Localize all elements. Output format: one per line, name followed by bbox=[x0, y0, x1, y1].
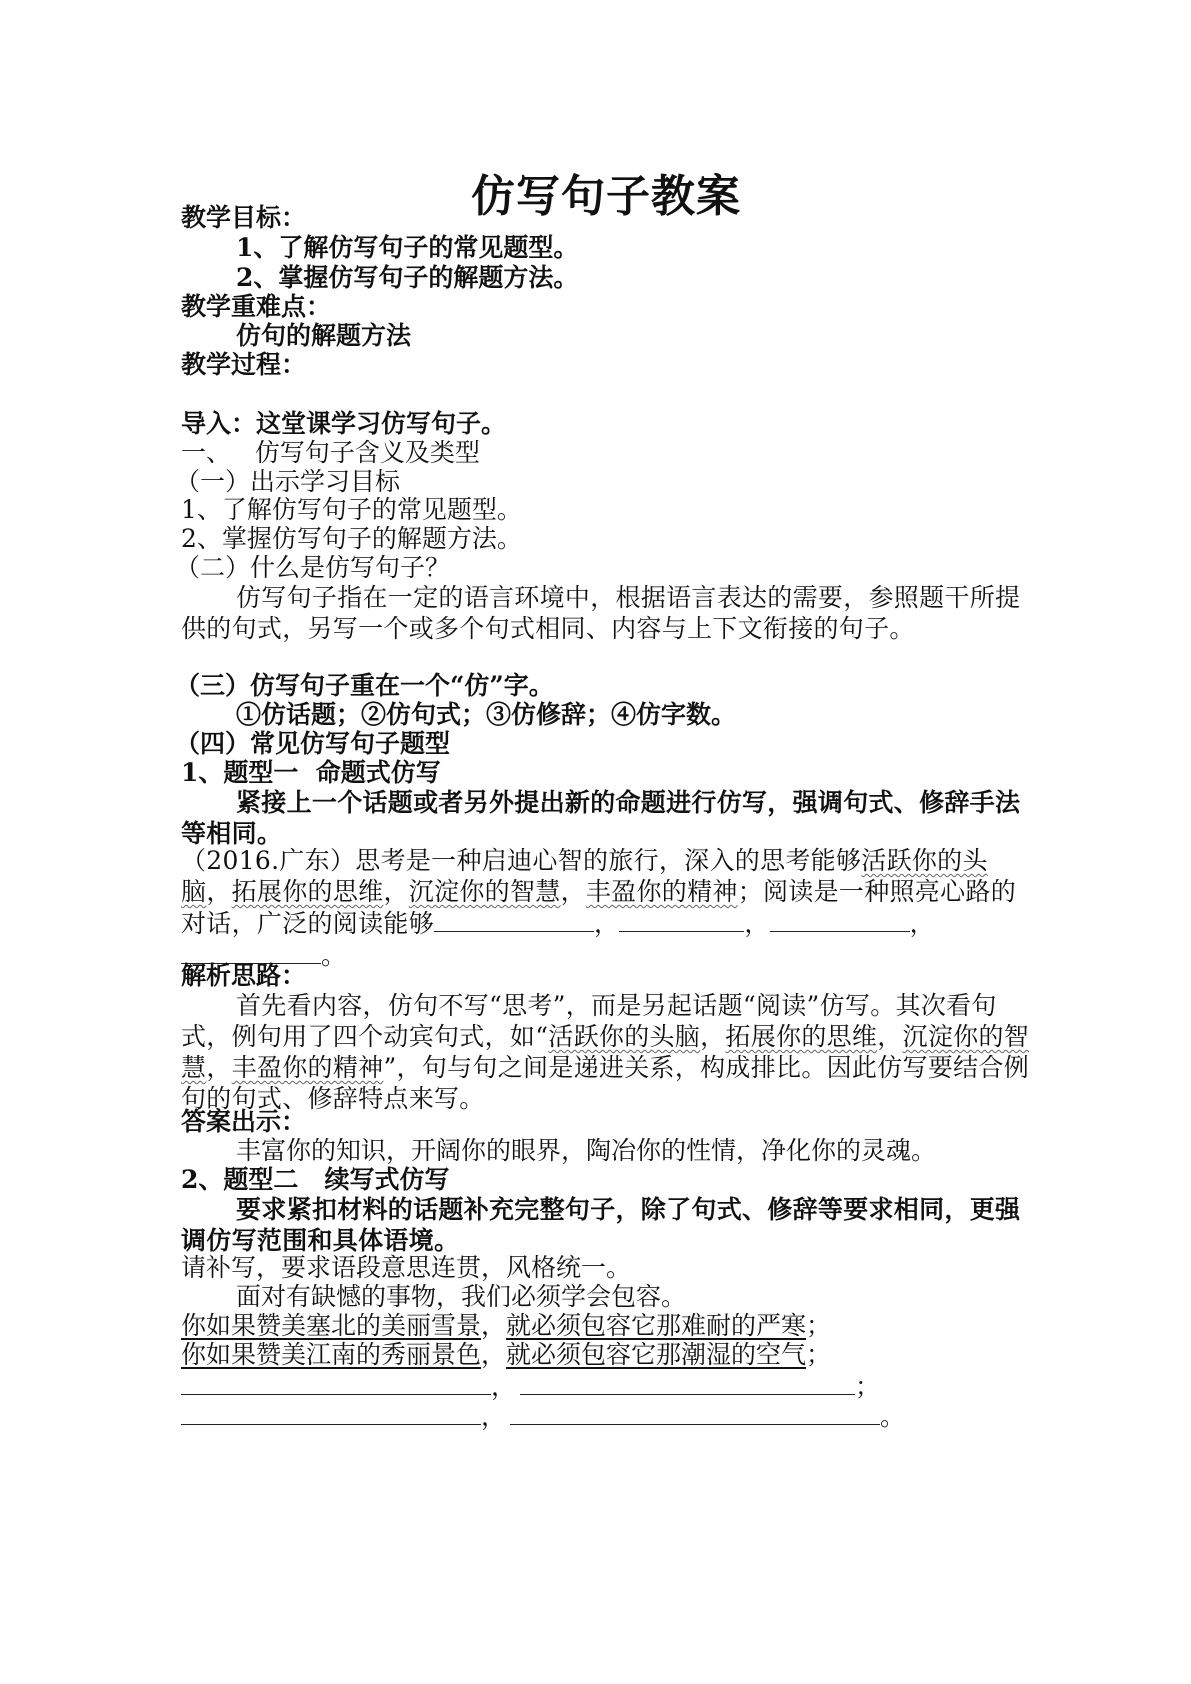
key-points: ①仿话题；②仿句式；③仿修辞；④仿字数。 bbox=[236, 700, 737, 729]
comma: ， bbox=[909, 909, 935, 938]
sub-heading: （四）常见仿写句子题型 bbox=[175, 729, 451, 758]
sub-heading: （一）出示学习目标 bbox=[175, 467, 401, 496]
example-phrase: 活跃你的头脑 bbox=[181, 846, 988, 906]
intro-line: 导入：这堂课学习仿写句子。 bbox=[181, 409, 507, 438]
list-item: 2、掌握仿写句子的解题方法。 bbox=[181, 524, 522, 553]
analysis-paragraph: 首先看内容，仿句不写“思考”，而是另起话题“阅读”仿写。其次看句式，例句用了四个动宾句式，如“活跃你的头脑，拓展你的思维，沉淀你的智慧，丰盈你的精神”，句与句之间是递进关系，构成排比。因此仿写要结合例句的句式、修辞特点来写。 bbox=[181, 991, 1030, 1113]
blank-line: ， 。 bbox=[181, 1400, 905, 1433]
example-clause: 就必须包容它那难耐的严寒 bbox=[506, 1311, 807, 1340]
blank-line: ， ； bbox=[181, 1370, 880, 1403]
comma: ， bbox=[594, 909, 620, 938]
type-heading: 1、题型一 命题式仿写 bbox=[181, 758, 441, 787]
period: 。 bbox=[321, 941, 347, 970]
type-description: 要求紧扣材料的话题补充完整句子，除了句式、修辞等要求相同，更强调仿写范围和具体语境。 bbox=[181, 1195, 1021, 1255]
example-text: ；阅读是一种照亮心路的对话，广泛的阅读能够 bbox=[181, 877, 1016, 938]
instruction-text: 请补写，要求语段意思连贯，风格统一。 bbox=[181, 1253, 632, 1282]
key-heading: 教学重难点： bbox=[181, 292, 332, 321]
objective-item: 2、掌握仿写句子的解题方法。 bbox=[236, 263, 579, 292]
answer-blank[interactable] bbox=[181, 1400, 481, 1425]
answer-blank[interactable] bbox=[434, 907, 594, 932]
answer-blank[interactable] bbox=[619, 907, 744, 932]
example-line: 你如果赞美塞北的美丽雪景，就必须包容它那难耐的严寒； bbox=[181, 1311, 832, 1340]
objectives-heading: 教学目标： bbox=[181, 203, 307, 232]
definition-paragraph: 仿写句子指在一定的语言环境中，根据语言表达的需要，参照题干所提供的句式，另写一个或多个句式相同、内容与上下文衔接的句子。 bbox=[181, 583, 1021, 643]
example-paragraph: （2016.广东）思考是一种启迪心智的旅行，深入的思考能够活跃你的头脑，拓展你的思维，沉淀你的智慧，丰盈你的精神；阅读是一种照亮心路的对话，广泛的阅读能够 ， ， ，。 bbox=[181, 846, 1016, 970]
semicolon: ； bbox=[806, 1340, 832, 1369]
semicolon: ； bbox=[806, 1311, 832, 1340]
analysis-text: ”，句与句之间是递进关系，构成排比。因此仿写要结合例句的句式、修辞特点来写。 bbox=[181, 1053, 1030, 1113]
analysis-heading: 解析思路： bbox=[181, 961, 307, 990]
section-heading: 一、 仿写句子含义及类型 bbox=[181, 438, 480, 467]
answer-blank[interactable] bbox=[181, 1370, 491, 1395]
analysis-text: 首先看内容，仿句不写“思考”，而是另起话题“阅读”仿写。其次看句式，例句用了四个动宾句式，如“ bbox=[181, 991, 997, 1051]
example-phrase: 沉淀你的智慧 bbox=[408, 877, 561, 906]
answer-heading: 答案出示： bbox=[181, 1107, 307, 1136]
example-clause: 就必须包容它那潮湿的空气 bbox=[506, 1340, 807, 1369]
key-point: 仿句的解题方法 bbox=[236, 321, 412, 350]
objective-item: 1、了解仿写句子的常见题型。 bbox=[236, 233, 579, 262]
example-clause: 你如果赞美塞北的美丽雪景 bbox=[181, 1311, 482, 1340]
example-text: （2016.广东）思考是一种启迪心智的旅行，深入的思考能够 bbox=[181, 846, 862, 875]
lead-text: 面对有缺憾的事物，我们必须学会包容。 bbox=[236, 1282, 687, 1311]
analysis-phrase: 活跃你的头脑 bbox=[548, 1022, 701, 1051]
example-phrase: 丰盈你的精神 bbox=[585, 877, 738, 906]
semicolon: ； bbox=[855, 1372, 881, 1401]
type-heading: 2、题型二 续写式仿写 bbox=[181, 1165, 450, 1194]
analysis-phrase: 丰盈你的精神 bbox=[231, 1053, 384, 1082]
list-item: 1、了解仿写句子的常见题型。 bbox=[181, 495, 522, 524]
sub-heading: （三）仿写句子重在一个“仿”字。 bbox=[175, 671, 554, 700]
example-line: 你如果赞美江南的秀丽景色，就必须包容它那潮湿的空气； bbox=[181, 1340, 832, 1369]
answer-blank[interactable] bbox=[520, 1370, 855, 1395]
answer-blank[interactable] bbox=[770, 907, 910, 932]
process-heading: 教学过程： bbox=[181, 350, 307, 379]
type-description: 紧接上一个话题或者另外提出新的命题进行仿写，强调句式、修辞手法等相同。 bbox=[181, 788, 1021, 848]
analysis-phrase: 拓展你的思维 bbox=[725, 1022, 878, 1051]
answer-blank[interactable] bbox=[510, 1400, 880, 1425]
answer-text: 丰富你的知识，开阔你的眼界，陶冶你的性情，净化你的灵魂。 bbox=[236, 1136, 937, 1165]
example-clause: 你如果赞美江南的秀丽景色 bbox=[181, 1340, 482, 1369]
comma: ， bbox=[744, 909, 770, 938]
period: 。 bbox=[880, 1402, 906, 1431]
page-title: 仿写句子教案 bbox=[471, 171, 741, 222]
sub-heading: （二）什么是仿写句子？ bbox=[175, 553, 451, 582]
analysis-phrase: 沉淀你的智慧 bbox=[181, 1022, 1030, 1082]
example-phrase: 拓展你的思维 bbox=[231, 877, 384, 906]
